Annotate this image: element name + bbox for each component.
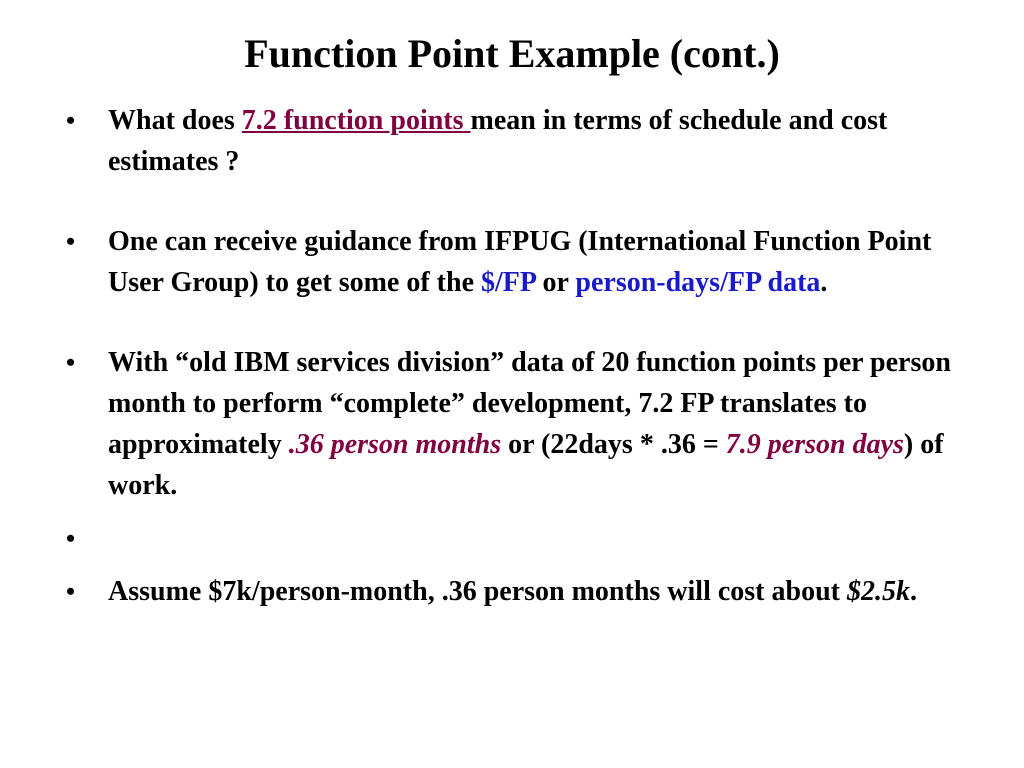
bullet-text: mean in terms of schedule and cost estimates ? bbox=[108, 105, 888, 177]
person-days-highlight: 7.9 person days bbox=[725, 429, 904, 460]
bullet-icon: • bbox=[66, 524, 76, 553]
bullet-text: or (22days * .36 = bbox=[501, 429, 726, 460]
bullet-text: What does bbox=[108, 105, 242, 136]
dollar-per-fp-highlight: $/FP bbox=[481, 267, 536, 298]
slide-title: Function Point Example (cont.) bbox=[244, 31, 780, 76]
bullet-item-function-points-meaning bbox=[66, 100, 976, 182]
bullet-list bbox=[66, 100, 976, 612]
bullet-text: . bbox=[820, 267, 828, 298]
cost-estimate-highlight: $2.5k bbox=[846, 576, 910, 607]
bullet-text: Assume $7k/person-month, .36 person months will cost about bbox=[108, 576, 847, 607]
person-months-highlight: .36 person months bbox=[288, 429, 502, 460]
bullet-item-ifpug-guidance bbox=[66, 221, 976, 303]
bullet-icon: • bbox=[66, 106, 76, 135]
bullet-text: With “old IBM services division” data of 20 function points per person month to perform “complete” development, 7.2 FP translates to approximately bbox=[108, 347, 951, 460]
bullet-item-cost-assumption bbox=[66, 571, 976, 612]
bullet-text: ) of work. bbox=[108, 429, 944, 501]
bullet-text: . bbox=[909, 576, 917, 607]
bullet-icon: • bbox=[66, 348, 76, 377]
person-days-fp-highlight: person-days/FP data bbox=[575, 267, 821, 298]
bullet-item-ibm-services-data bbox=[66, 342, 976, 506]
bullet-item-empty bbox=[66, 518, 976, 559]
bullet-text: One can receive guidance from IFPUG (International Function Point User Group) to get some of the bbox=[108, 226, 932, 298]
bullet-text: or bbox=[535, 267, 576, 298]
function-points-highlight: 7.2 function points bbox=[241, 105, 471, 136]
bullet-icon: • bbox=[66, 227, 76, 256]
bullet-icon: • bbox=[66, 577, 76, 606]
